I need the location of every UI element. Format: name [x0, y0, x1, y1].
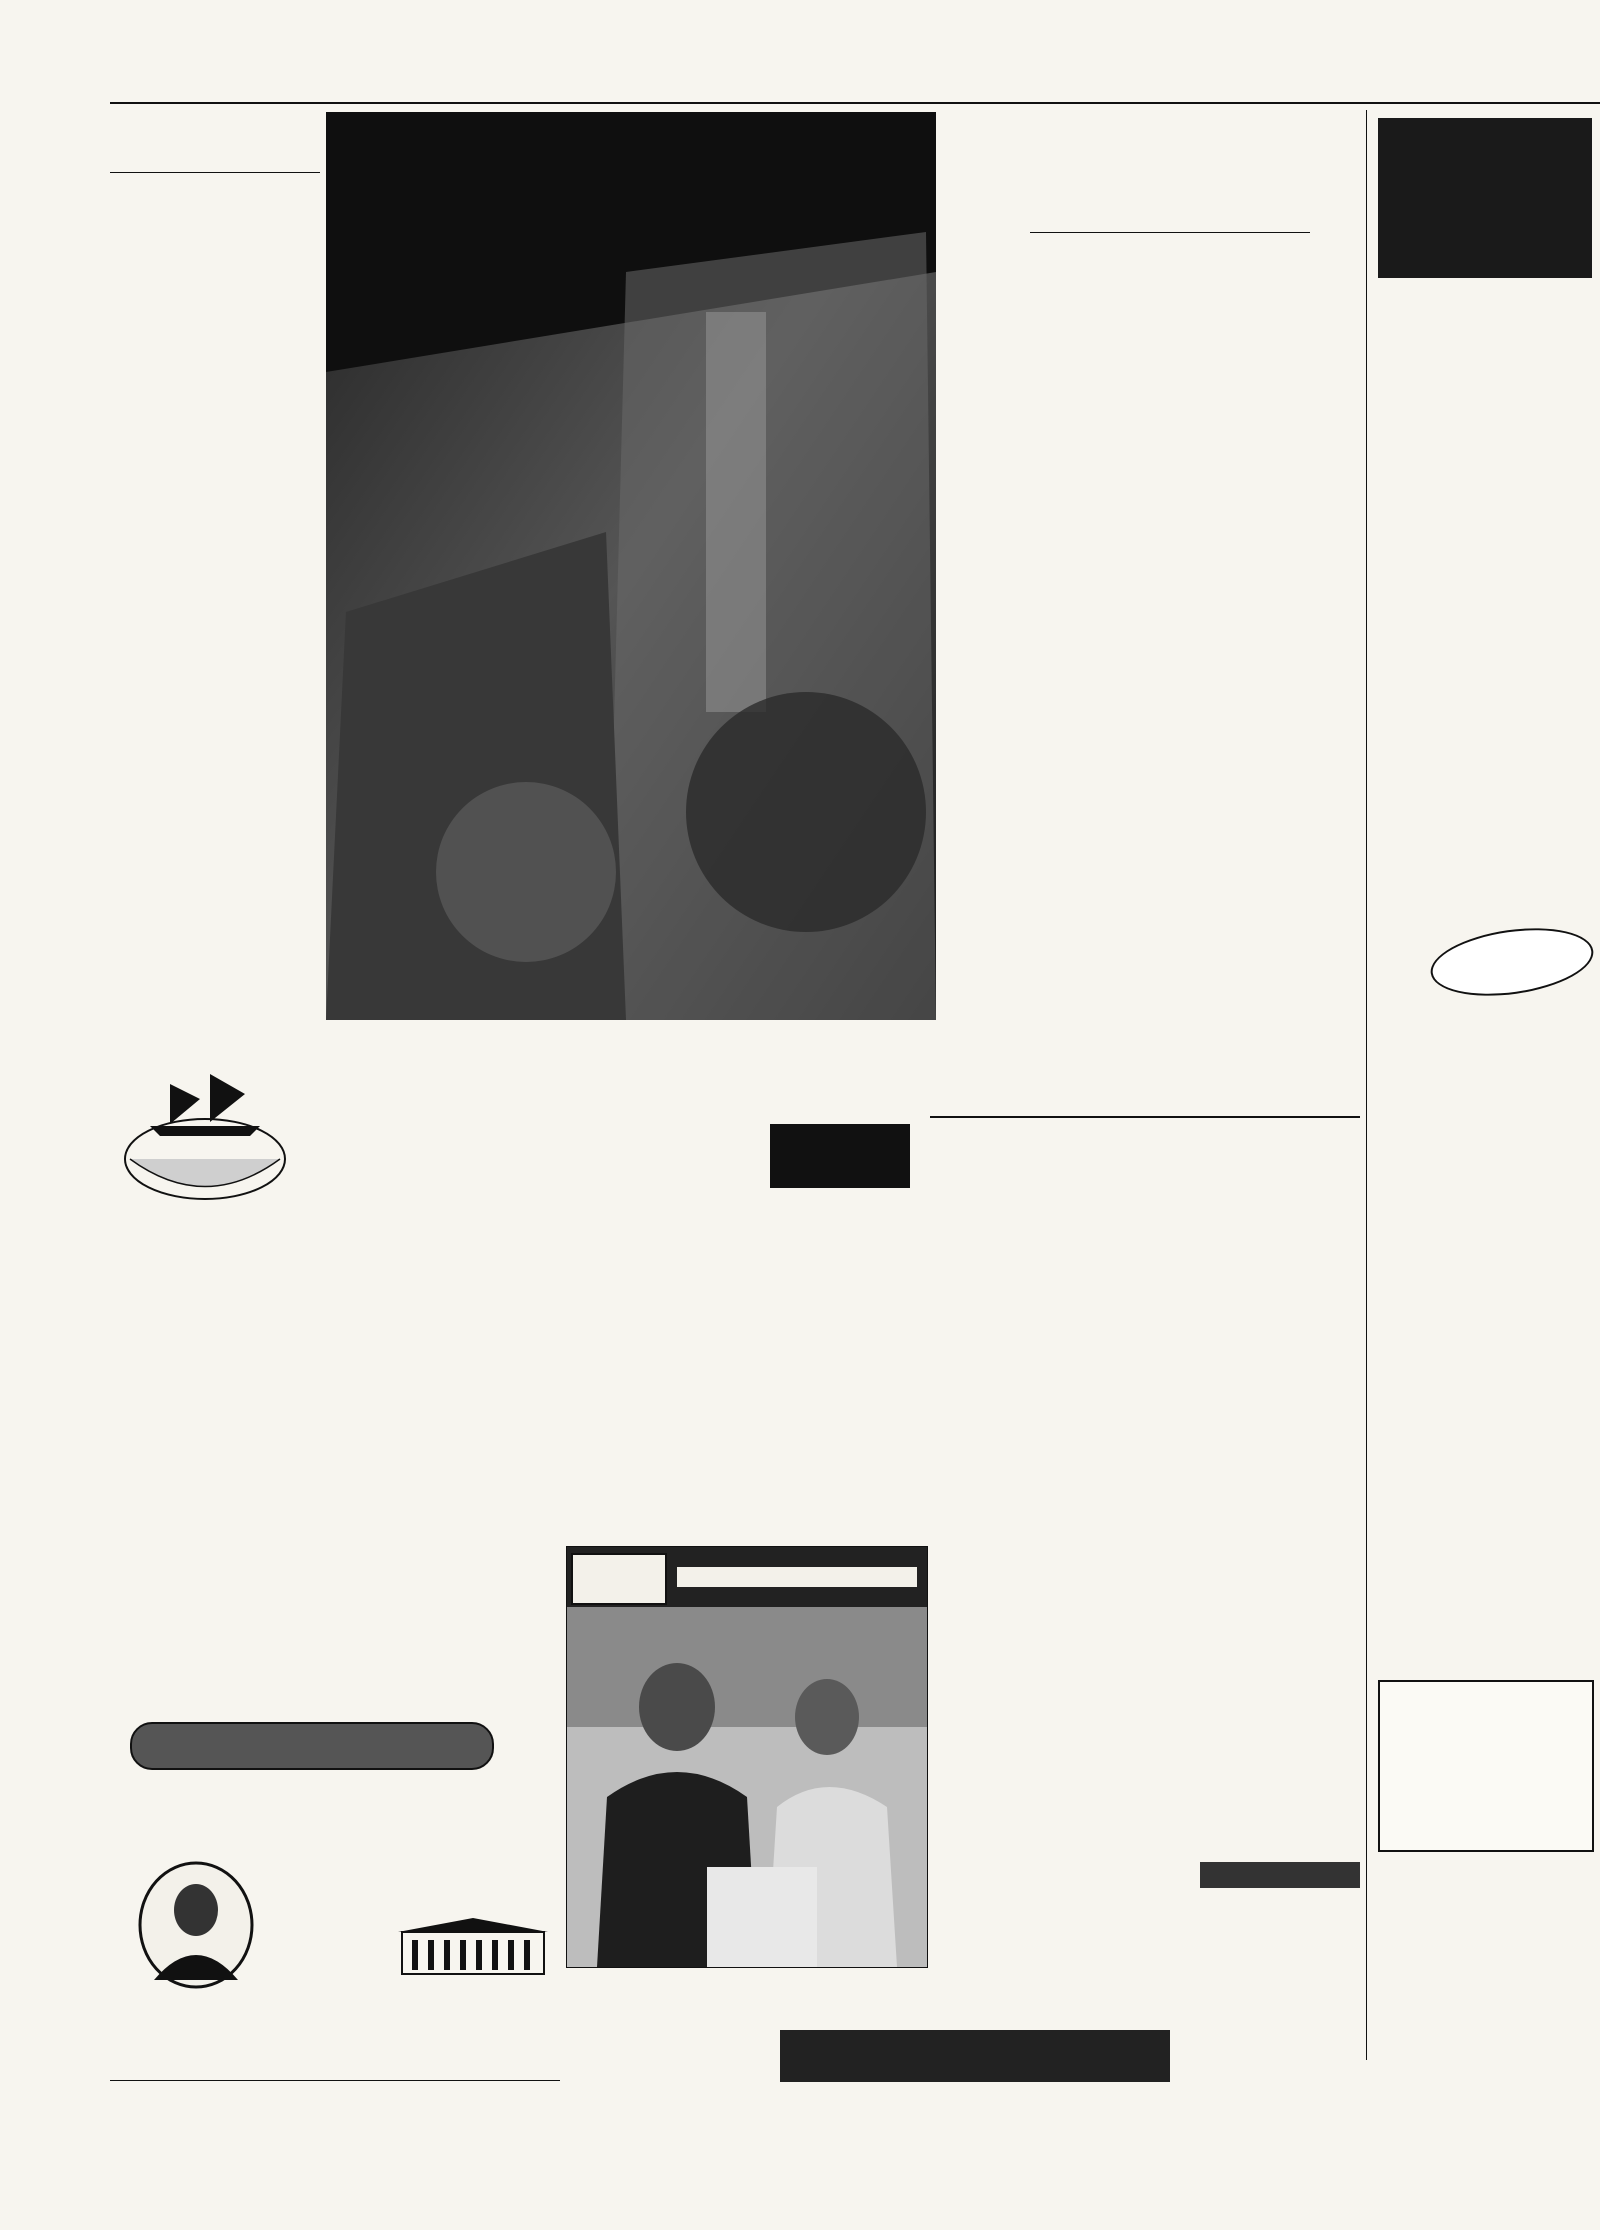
bank-ad: [110, 1860, 550, 2070]
vatican-body: [570, 2080, 770, 2220]
vietnam-col-2a: [1156, 240, 1356, 280]
curious-news-banner: [130, 1722, 494, 1770]
rome-col-2: [1150, 1324, 1358, 1854]
photo-band-title: [677, 1567, 917, 1587]
in-greece-col-1: [1180, 2010, 1380, 2220]
embassy-bombing-photo: [326, 112, 936, 1020]
last-hour-col-2a: [980, 2120, 1170, 2160]
world-body: [1378, 1036, 1592, 1666]
bank-building-icon: [398, 1918, 548, 1978]
photo-image: [567, 1607, 927, 1967]
in-greece-col-2: [1390, 1994, 1592, 2220]
masthead-rule: [110, 102, 1600, 104]
international-news-banner: [110, 1064, 820, 1214]
last-hour-col-2c: [980, 2214, 1170, 2224]
last-hour-col-2b: [980, 2204, 1170, 2214]
greek-news-body: [110, 198, 320, 1018]
brief-news-body: [770, 1200, 920, 1500]
last-hour-col-1: [780, 2120, 970, 2220]
in-greece-banner: [1200, 1862, 1360, 1888]
ministers-photo: [566, 1546, 928, 1968]
divider: [930, 1116, 1360, 1118]
column-rule: [1366, 110, 1367, 2060]
globe-ship-icon: [110, 1064, 340, 1214]
world-badge: [1426, 919, 1597, 1005]
rome-col-1: [932, 1324, 1142, 1854]
new-bar-ad: [1378, 1680, 1594, 1852]
vietnam-col-2b: [1156, 300, 1356, 1026]
brief-news-box: [770, 1124, 910, 1188]
kiesinger-col-3: [590, 1262, 760, 1482]
press-review-body: [1378, 290, 1592, 920]
last-hour-banner: [780, 2030, 1170, 2082]
vietnam-col-1: [944, 256, 1144, 1026]
press-review-box: [1378, 118, 1592, 278]
divider: [1030, 232, 1310, 233]
palaces-col-2: [338, 2112, 560, 2222]
photo-image: [326, 112, 936, 1020]
photo-band: [567, 1547, 927, 1607]
photo-news-badge: [571, 1553, 667, 1605]
palaces-col-1: [110, 2112, 330, 2222]
world-badge-line-2: [1429, 927, 1587, 949]
divider: [110, 172, 320, 173]
world-badge-line-1: [1429, 927, 1587, 949]
kiesinger-col-2: [350, 1262, 580, 1692]
divider: [110, 2080, 560, 2081]
kiesinger-col-1: [110, 1280, 340, 1692]
founder-portrait-icon: [136, 1860, 256, 1990]
